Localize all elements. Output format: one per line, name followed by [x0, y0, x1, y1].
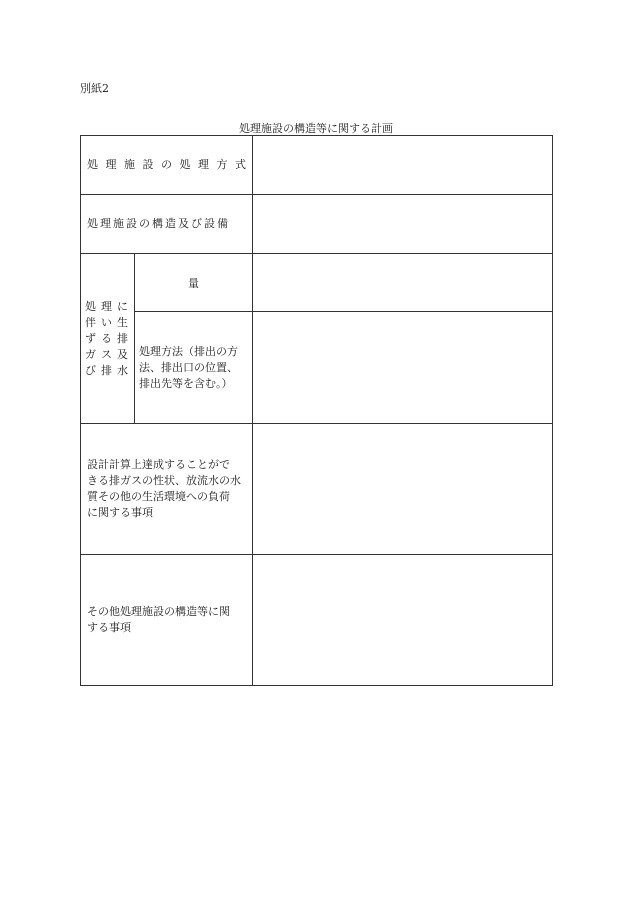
annex-label: 別紙2: [80, 82, 109, 95]
row-disposal-method: [81, 312, 553, 424]
label-design-calculation: 設計計算上達成することがで きる排ガスの性状、放流水の水 質その他の生活環境への負荷 に関する事項: [81, 424, 253, 555]
label-exhaust-and-wastewater: 処理に 伴い生 ずる排 ガス及 び排水: [81, 254, 135, 424]
row-structure-equipment: [81, 195, 553, 254]
field-other-matters[interactable]: [253, 555, 553, 686]
row-processing-method: [81, 136, 553, 195]
field-processing-method[interactable]: [253, 136, 553, 195]
row-design-calculation: [81, 424, 553, 555]
label-processing-method: 処理施設の処理方式: [81, 136, 253, 195]
field-structure-equipment[interactable]: [253, 195, 553, 254]
row-amount: [81, 254, 553, 312]
plan-table: [80, 135, 553, 686]
label-other-matters: その他処理施設の構造等に関 する事項: [81, 555, 253, 686]
field-design-calculation[interactable]: [253, 424, 553, 555]
form-title: 処理施設の構造等に関する計画: [239, 122, 393, 135]
label-disposal-method: 処理方法（排出の方 法、排出口の位置、 排出先等を含む。）: [135, 312, 253, 424]
label-amount: 量: [135, 254, 253, 312]
label-structure-equipment: 処理施設の構造及び設備: [81, 195, 253, 254]
field-disposal-method[interactable]: [253, 312, 553, 424]
row-other-matters: [81, 555, 553, 686]
field-amount[interactable]: [253, 254, 553, 312]
